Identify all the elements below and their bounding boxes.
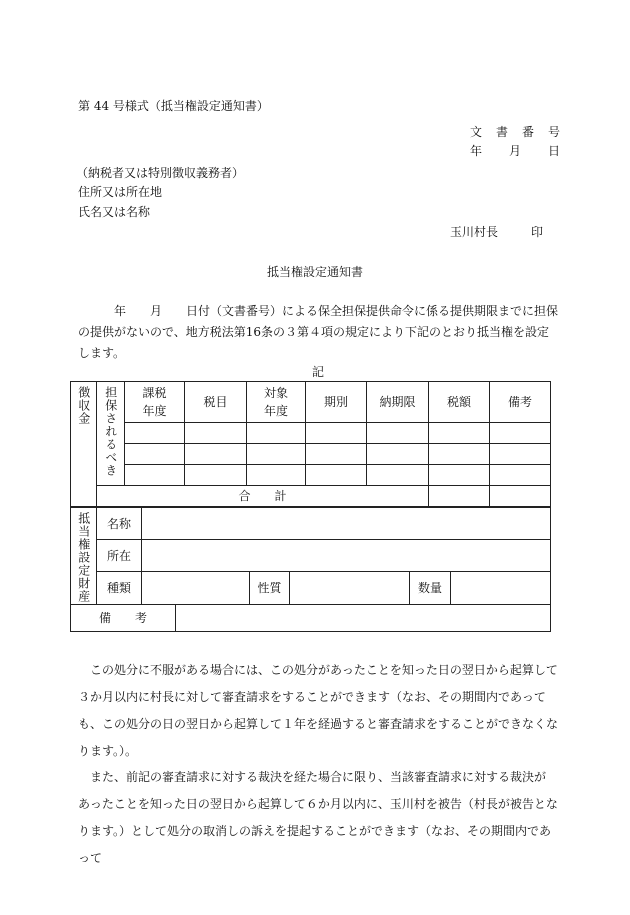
property-table	[70, 507, 551, 605]
property-quantity-label: 数量	[410, 572, 451, 605]
date-month: 月	[508, 144, 521, 158]
property-location-label: 所在	[97, 540, 142, 572]
doc-number-char: 番	[521, 125, 534, 139]
total-label: 合 計	[97, 486, 429, 507]
remarks-label: 備 考	[71, 605, 176, 632]
doc-number-char: 号	[547, 125, 560, 139]
header-due-date: 納期限	[367, 382, 429, 423]
document-number-label	[470, 126, 560, 138]
form-number: 第 44 号様式（抵当権設定通知書）	[78, 99, 269, 113]
collection-label-cell	[71, 382, 97, 507]
table-row	[71, 444, 551, 465]
ki-label: 記	[312, 365, 325, 379]
table-row	[71, 423, 551, 444]
tax-table	[70, 381, 551, 507]
secured-label: 担保されるべき	[103, 386, 118, 477]
property-nature-label: 性質	[250, 572, 290, 605]
date-year: 年	[470, 144, 483, 158]
total-row	[71, 486, 551, 507]
doc-number-char: 文	[470, 125, 483, 139]
header-remarks: 備考	[490, 382, 551, 423]
intro-paragraph: 年 月 日付（文書番号）による保全担保提供命令に係る提供期限までに担保の提供がないので、地方税法第16条の３第４項の規定により下記のとおり抵当権を設定します。	[78, 304, 559, 360]
name-label: 氏名又は名称	[78, 205, 151, 219]
property-name-label: 名称	[97, 508, 142, 540]
taxpayer-label: （納税者又は特別徴収義務者）	[76, 166, 245, 180]
property-type-value[interactable]	[142, 572, 250, 605]
property-name-value[interactable]	[142, 508, 551, 540]
date-label	[470, 145, 560, 157]
address-label: 住所又は所在地	[78, 185, 163, 199]
table-row	[71, 465, 551, 486]
property-nature-value[interactable]	[290, 572, 410, 605]
property-side-label: 抵当権設定財産	[76, 512, 91, 603]
property-type-label: 種類	[97, 572, 142, 605]
header-target-year: 対象 年度	[247, 382, 306, 423]
doc-number-char: 書	[495, 125, 508, 139]
header-amount: 税額	[429, 382, 490, 423]
date-day: 日	[547, 144, 560, 158]
collection-label: 徴収金	[76, 386, 91, 425]
total-remarks[interactable]	[490, 486, 551, 507]
header-tax-item: 税目	[185, 382, 247, 423]
remarks-table	[70, 604, 551, 632]
document-title: 抵当権設定通知書	[266, 265, 363, 279]
property-location-value[interactable]	[142, 540, 551, 572]
secured-label-cell	[97, 382, 125, 486]
header-period: 期別	[306, 382, 367, 423]
lawsuit-notice-paragraph: また、前記の審査請求に対する裁決を経た場合に限り、当該審査請求に対する裁決があったことを知った日の翌日から起算して６か月以内に、玉川村を被告（村長が被告となります。）として処分の取消しの訴えを提起することができます（なお、その期間内であって	[78, 770, 558, 865]
property-side-label-cell	[71, 508, 97, 605]
header-tax-year: 課税 年度	[125, 382, 185, 423]
seal-mark: 印	[531, 225, 544, 239]
remarks-value[interactable]	[176, 605, 551, 632]
property-quantity-value[interactable]	[451, 572, 551, 605]
appeal-notice-paragraph: この処分に不服がある場合には、この処分があったことを知った日の翌日から起算して３か月以内に村長に対して審査請求をすることができます（なお、その期間内であっても、この処分の日の翌日から起算して１年を経過すると審査請求をすることができなくなります。）。	[78, 663, 559, 758]
issuer-mayor: 玉川村長	[450, 225, 499, 239]
total-amount[interactable]	[429, 486, 490, 507]
